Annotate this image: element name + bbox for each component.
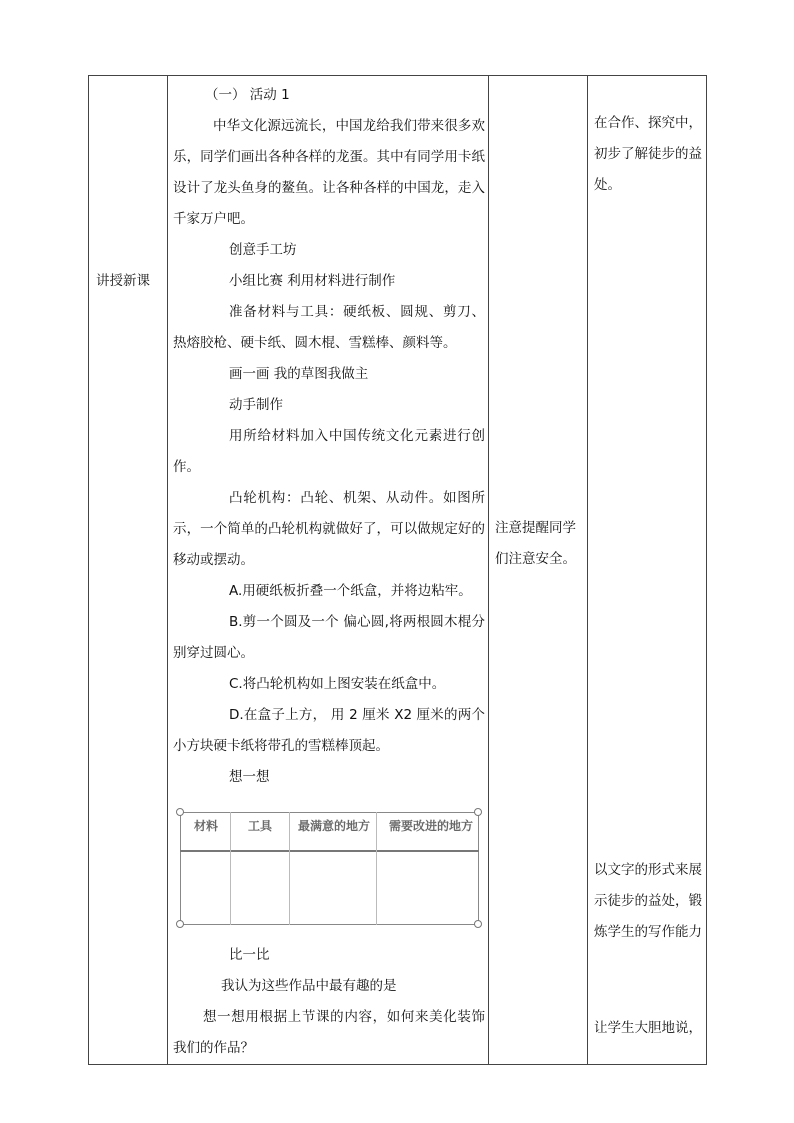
create-paragraph: 用所给材料加入中国传统文化元素进行创作。	[173, 428, 485, 475]
worksheet-header-material: 材料	[194, 819, 219, 833]
draw-heading: 画一画 我的草图我做主	[229, 366, 369, 382]
resize-handle	[474, 920, 482, 928]
table-bottom-border	[88, 1064, 707, 1065]
step-b: B.剪一个圆及一个 偏心圆,将两根圆木棍分别穿过圆心。	[173, 614, 485, 661]
workshop-heading: 创意手工坊	[229, 242, 297, 258]
intent-note-2: 以文字的形式来展示徒步的益处，锻炼学生的写作能力	[594, 862, 702, 940]
worksheet-divider	[376, 812, 377, 925]
hands-on-heading: 动手制作	[229, 397, 283, 413]
worksheet-header-tools: 工具	[248, 819, 273, 833]
resize-handle	[176, 920, 184, 928]
teacher-note-safety: 注意提醒同学们注意安全。	[495, 520, 576, 567]
table-divider-2	[488, 75, 489, 1065]
worksheet-divider	[230, 812, 231, 925]
worksheet-header-best: 最满意的地方	[298, 819, 371, 833]
intent-note-1: 在合作、探究中，初步了解徒步的益处。	[594, 115, 702, 193]
section-label: 讲授新课	[96, 273, 150, 289]
table-divider-1	[167, 75, 168, 1065]
table-divider-3	[587, 75, 588, 1065]
step-c: C.将凸轮机构如上图安装在纸盒中。	[229, 676, 446, 692]
intro-paragraph: 中华文化源远流长，中国龙给我们带来很多欢乐，同学们画出各种各样的龙蛋。其中有同学用卡纸设计了龙头鱼身的鳌鱼。让各种各样的中国龙，走入千家万户吧。	[173, 118, 485, 227]
table-border-right	[706, 75, 707, 1065]
resize-handle	[176, 808, 184, 816]
think-heading: 想一想	[229, 769, 270, 785]
group-contest: 小组比赛 利用材料进行制作	[229, 273, 396, 289]
activity-title: （一） 活动 1	[205, 87, 290, 103]
worksheet-divider	[289, 812, 290, 925]
step-a: A.用硬纸板折叠一个纸盒，并将边粘牢。	[229, 583, 472, 599]
main-content-lower	[173, 940, 485, 1064]
compare-heading: 比一比	[229, 947, 270, 963]
cam-paragraph: 凸轮机构：凸轮、机架、从动件。如图所示，一个简单的凸轮机构就做好了，可以做规定好的移动或摆动。	[173, 490, 485, 568]
main-content	[173, 80, 485, 793]
intent-note-3: 让学生大胆地说，	[594, 1020, 702, 1036]
resize-handle	[474, 808, 482, 816]
step-d: D.在盒子上方， 用 2 厘米 X2 厘米的两个小方块硬卡纸将带孔的雪糕棒顶起。	[173, 707, 485, 754]
table-top-border	[88, 75, 707, 76]
decorate-paragraph: 想一想用根据上节课的内容，如何来美化装饰我们的作品？	[173, 1009, 485, 1056]
materials-paragraph: 准备材料与工具：硬纸板、圆规、剪刀、热熔胶枪、硬卡纸、圆木棍、雪糕棒、颜料等。	[173, 304, 485, 351]
interesting-line: 我认为这些作品中最有趣的是	[221, 978, 397, 994]
table-border-left	[88, 75, 89, 1065]
worksheet-header-line	[180, 850, 479, 852]
reflection-worksheet-table	[180, 812, 479, 925]
worksheet-header-improve: 需要改进的地方	[389, 819, 474, 833]
